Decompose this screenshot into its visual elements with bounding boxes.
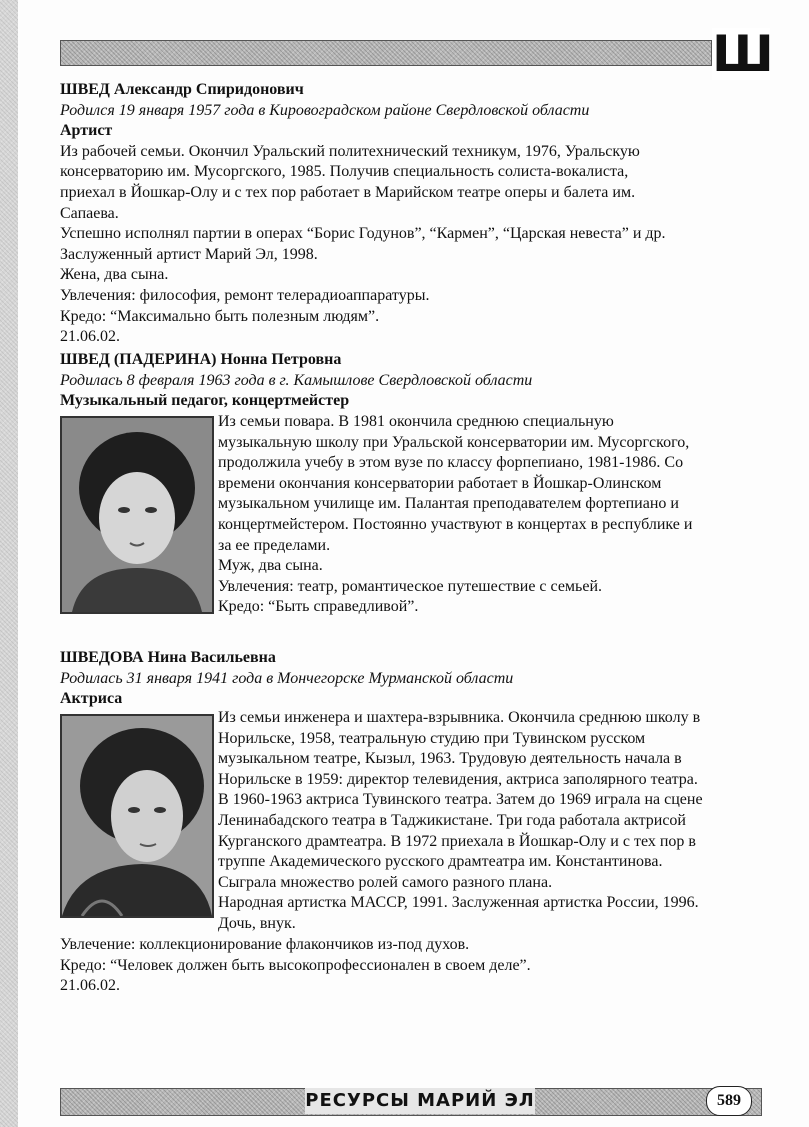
entry-line: музыкальном училище им. Палантая преподавателем фортепиано и bbox=[218, 495, 679, 513]
entry-shvedova-nina-body bbox=[218, 708, 778, 935]
entry-line: Дочь, внук. bbox=[218, 914, 296, 932]
entry-line: Успешно исполнял партии в операх “Борис Годунов”, “Кармен”, “Царская невеста” и др. bbox=[60, 225, 666, 243]
entry-line: Увлечение: коллекционирование флакончиков из-под духов. bbox=[60, 936, 470, 953]
entry-line: труппе Академического русского драмтеатра им. Константинова. bbox=[218, 853, 663, 871]
entry-shvedova-nina-header bbox=[60, 648, 772, 710]
page-number: 589 bbox=[706, 1086, 752, 1116]
entry-line: приехал в Йошкар-Олу и с тех пор работает в Марийском театре оперы и балета им. bbox=[60, 183, 636, 201]
entry-line: 21.06.02. bbox=[60, 977, 120, 995]
footer-title: РЕСУРСЫ МАРИЙ ЭЛ bbox=[305, 1088, 535, 1114]
header-band bbox=[60, 40, 712, 66]
entry-line: Кредо: “Быть справедливой”. bbox=[218, 598, 419, 616]
entry-role: Актриса bbox=[60, 690, 123, 708]
entry-name: ШВЕДОВА Нина Васильевна bbox=[60, 649, 276, 666]
entry-line: Заслуженный артист Марий Эл, 1998. bbox=[60, 245, 318, 263]
entry-line: В 1960-1963 актриса Тувинского театра. Затем до 1969 играла на сцене bbox=[218, 791, 703, 809]
entry-line: Жена, два сына. bbox=[60, 266, 169, 284]
entry-line: Сыграла множество ролей самого разного плана. bbox=[218, 873, 553, 891]
portrait-photo bbox=[60, 714, 214, 918]
entry-line: Ленинабадского театра в Таджикистане. Три года работала актрисой bbox=[218, 811, 686, 829]
entry-line: Кредо: “Максимально быть полезным людям”. bbox=[60, 307, 380, 325]
entry-line: консерваторию им. Мусоргского, 1985. Получив специальность солиста-вокалиста, bbox=[60, 163, 629, 181]
entry-line: времени окончания консерватории работает в Йошкар-Олинском bbox=[218, 474, 662, 492]
entry-birth: Родилась 31 января 1941 года в Мончегорске Мурманской области bbox=[60, 669, 514, 687]
page-edge-texture bbox=[0, 0, 18, 1127]
entry-role: Музыкальный педагог, концертмейстер bbox=[60, 392, 350, 410]
entry-line: Норильске, 1958, театральную студию при Тувинском русском bbox=[218, 729, 646, 747]
entry-line: Из рабочей семьи. Окончил Уральский политехнический техникум, 1976, Уральскую bbox=[60, 142, 640, 160]
section-letter: Ш bbox=[712, 25, 774, 83]
entry-name: ШВЕД (ПАДЕРИНА) Нонна Петровна bbox=[60, 351, 342, 368]
entry-role: Артист bbox=[60, 122, 113, 140]
entry-shved-nonna-body bbox=[218, 412, 778, 618]
entry-name: ШВЕД Александр Спиридонович bbox=[60, 81, 304, 98]
entry-line: Сапаева. bbox=[60, 204, 119, 222]
entry-shvedova-nina-footer bbox=[60, 935, 772, 997]
entry-line: Муж, два сына. bbox=[218, 557, 323, 575]
entry-birth: Родился 19 января 1957 года в Кировоградском районе Свердловской области bbox=[60, 101, 590, 119]
entry-line: Из семьи повара. В 1981 окончила среднюю специальную bbox=[218, 413, 614, 430]
entry-line: за ее пределами. bbox=[218, 536, 331, 554]
entry-birth: Родилась 8 февраля 1963 года в г. Камышлове Свердловской области bbox=[60, 371, 533, 389]
entry-line: Из семьи инженера и шахтера-взрывника. Окончила среднюю школу в bbox=[218, 709, 701, 726]
entry-line: продолжила учебу в этом вузе по классу форпепиано, 1981-1986. Со bbox=[218, 454, 684, 472]
entry-line: 21.06.02. bbox=[60, 328, 120, 346]
entry-line: Народная артистка МАССР, 1991. Заслуженная артистка России, 1996. bbox=[218, 894, 699, 912]
entry-line: Увлечения: философия, ремонт телерадиоаппаратуры. bbox=[60, 286, 430, 304]
entry-line: Норильске в 1959: директор телевидения, актриса заполярного театра. bbox=[218, 770, 698, 788]
entry-line: Кредо: “Человек должен быть высокопрофессионален в своем деле”. bbox=[60, 956, 531, 974]
entry-shved-nonna-header bbox=[60, 350, 772, 412]
entry-line: музыкальную школу при Уральской консерватории им. Мусоргского, bbox=[218, 433, 690, 451]
entry-line: Курганского драмтеатра. В 1972 приехала в Йошкар-Олу и с тех пор в bbox=[218, 832, 696, 850]
entry-line: концертмейстером. Постоянно участвуют в концертах в республике и bbox=[218, 515, 693, 533]
entry-line: музыкальном театре, Кызыл, 1963. Трудовую деятельность начала в bbox=[218, 750, 682, 768]
entry-line: Увлечения: театр, романтическое путешествие с семьей. bbox=[218, 577, 603, 595]
portrait-photo bbox=[60, 416, 214, 614]
entry-shved-aleksandr bbox=[60, 80, 772, 348]
